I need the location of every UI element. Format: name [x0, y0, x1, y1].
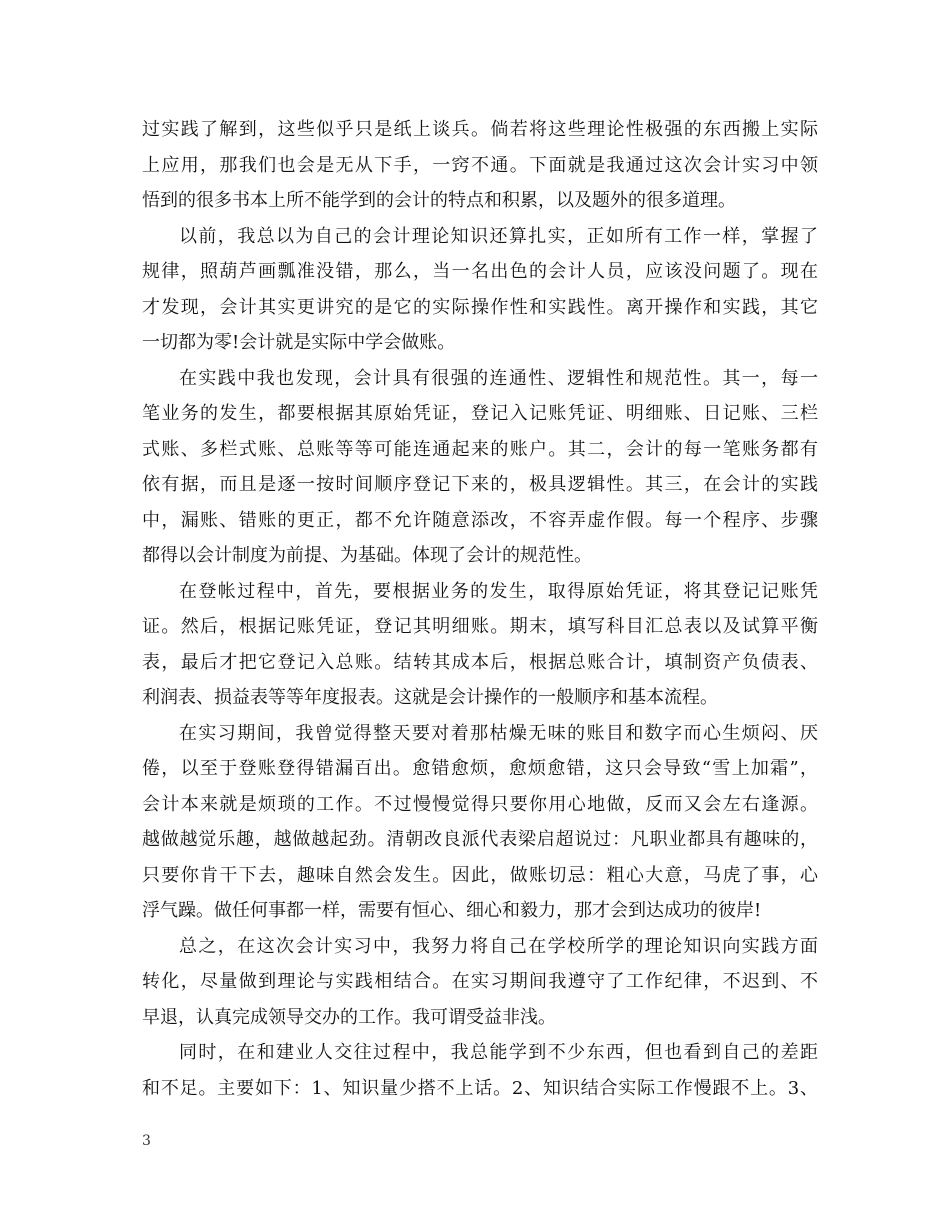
paragraph: [142, 1035, 818, 1106]
text-line: 浮气躁。做任何事都一样，需要有恒心、细心和毅力，那才会到达成功的彼岸!: [142, 900, 762, 921]
text-line: 以前，我总以为自己的会计理论知识还算扎实，正如所有工作一样，掌握了: [179, 225, 818, 247]
document-body: [142, 112, 818, 1106]
text-line: 悟到的很多书本上所不能学到的会计的特点和积累，以及题外的很多道理。: [142, 190, 736, 211]
text-line: 和不足。主要如下：1、知识量少搭不上话。2、知识结合实际工作慢跟不上。3、: [142, 1077, 818, 1099]
text-line: 越做越觉乐趣，越做越起劲。清朝改良派代表梁启超说过：凡职业都具有趣味的，: [142, 829, 818, 850]
text-line: 在登帐过程中，首先，要根据业务的发生，取得原始凭证，将其登记记账凭: [179, 580, 818, 602]
paragraph: [142, 716, 818, 929]
text-line: 依有据，而且是逐一按时间顺序登记下来的，极具逻辑性。其三，在会计的实践: [142, 474, 818, 495]
text-line: 规律，照葫芦画瓢准没错，那么，当一名出色的会计人员，应该没问题了。现在: [142, 261, 818, 282]
text-line: 证。然后，根据记账凭证，登记其明细账。期末，填写科目汇总表以及试算平衡: [142, 616, 818, 637]
paragraph: [142, 929, 818, 1036]
text-line: 中，漏账、错账的更正，都不允许随意添改，不容弄虚作假。每一个程序、步骤: [142, 509, 818, 531]
text-line: 过实践了解到，这些似乎只是纸上谈兵。倘若将这些理论性极强的东西搬上实际: [142, 119, 818, 140]
text-line: 倦，以至于登账登得错漏百出。愈错愈烦，愈烦愈错，这只会导致“雪上加霜”，: [142, 758, 818, 779]
paragraph: [142, 112, 818, 219]
paragraph: [142, 219, 818, 361]
text-line: 只要你肯干下去，趣味自然会发生。因此，做账切忌：粗心大意，马虎了事，心: [142, 864, 818, 886]
text-line: 表，最后才把它登记入总账。结转其成本后，根据总账合计，填制资产负债表、: [142, 651, 818, 673]
text-line: 总之，在这次会计实习中，我努力将自己在学校所学的理论知识向实践方面: [179, 935, 818, 957]
text-line: 利润表、损益表等等年度报表。这就是会计操作的一般顺序和基本流程。: [142, 687, 718, 708]
paragraph: [142, 361, 818, 574]
text-line: 式账、多栏式账、总账等等可能连通起来的账户。其二，会计的每一笔账务都有: [142, 438, 818, 460]
text-line: 一切都为零!会计就是实际中学会做账。: [142, 332, 456, 353]
text-line: 同时，在和建业人交往过程中，我总能学到不少东西，但也看到自己的差距: [179, 1042, 818, 1063]
paragraph: [142, 574, 818, 716]
text-line: 早退，认真完成领导交办的工作。我可谓受益非浅。: [142, 1006, 556, 1028]
text-line: 都得以会计制度为前提、为基础。体现了会计的规范性。: [142, 545, 592, 566]
page-number: 3: [142, 1133, 151, 1149]
text-line: 才发现，会计其实更讲究的是它的实际操作性和实践性。离开操作和实践，其它: [142, 296, 818, 318]
text-line: 会计本来就是烦琐的工作。不过慢慢觉得只要你用心地做，反而又会左右逢源。: [142, 793, 818, 815]
text-line: 在实习期间，我曾觉得整天要对着那枯燥无味的账目和数字而心生烦闷、厌: [179, 722, 818, 744]
text-line: 在实践中我也发现，会计具有很强的连通性、逻辑性和规范性。其一，每一: [179, 367, 818, 389]
text-line: 笔业务的发生，都要根据其原始凭证，登记入记账凭证、明细账、日记账、三栏: [142, 403, 818, 424]
text-line: 转化，尽量做到理论与实践相结合。在实习期间我遵守了工作纪律，不迟到、不: [142, 971, 818, 992]
text-line: 上应用，那我们也会是无从下手，一窍不通。下面就是我通过这次会计实习中领: [142, 154, 818, 176]
